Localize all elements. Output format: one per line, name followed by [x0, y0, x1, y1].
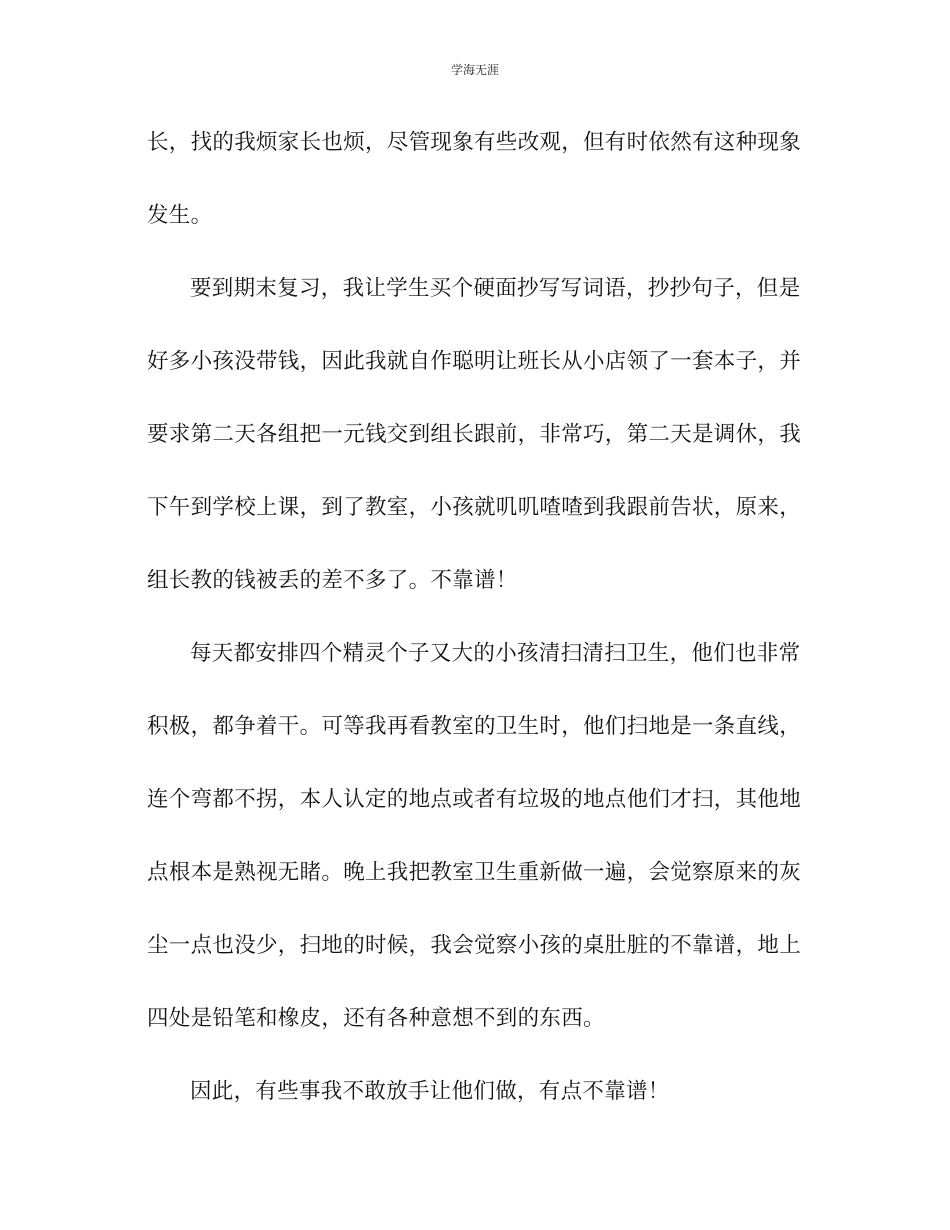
text-line-13: 四处是铅笔和橡皮，还有各种意想不到的东西。	[147, 1006, 605, 1031]
text-line-5: 要求第二天各组把一元钱交到组长跟前，非常巧，第二天是调休，我	[147, 422, 802, 447]
text-line-11: 点根本是熟视无睹。晚上我把教室卫生重新做一遍，会觉察原来的灰	[147, 860, 802, 885]
text-line-2: 发生。	[147, 203, 213, 228]
text-line-8: 每天都安排四个精灵个子又大的小孩清扫清扫卫生，他们也非常	[190, 641, 801, 666]
text-line-9: 积极，都争着干。可等我再看教室的卫生时，他们扫地是一条直线，	[147, 714, 802, 739]
text-line-7: 组长教的钱被丢的差不多了。不靠谱！	[147, 568, 518, 593]
text-line-4: 好多小孩没带钱，因此我就自作聪明让班长从小店领了一套本子，并	[147, 349, 802, 374]
text-line-1: 长，找的我烦家长也烦，尽管现象有些改观，但有时依然有这种现象	[147, 130, 802, 155]
text-line-6: 下午到学校上课，到了教室，小孩就叽叽喳喳到我跟前告状，原来，	[147, 495, 802, 520]
text-line-10: 连个弯都不拐，本人认定的地点或者有垃圾的地点他们才扫，其他地	[147, 787, 802, 812]
text-line-14: 因此，有些事我不敢放手让他们做，有点不靠谱！	[190, 1079, 670, 1104]
text-line-3: 要到期末复习，我让学生买个硬面抄写写词语，抄抄句子，但是	[190, 276, 801, 301]
text-line-12: 尘一点也没少，扫地的时候，我会觉察小孩的桌肚脏的不靠谱，地上	[147, 933, 802, 958]
page-header: 学海无涯	[450, 63, 499, 77]
